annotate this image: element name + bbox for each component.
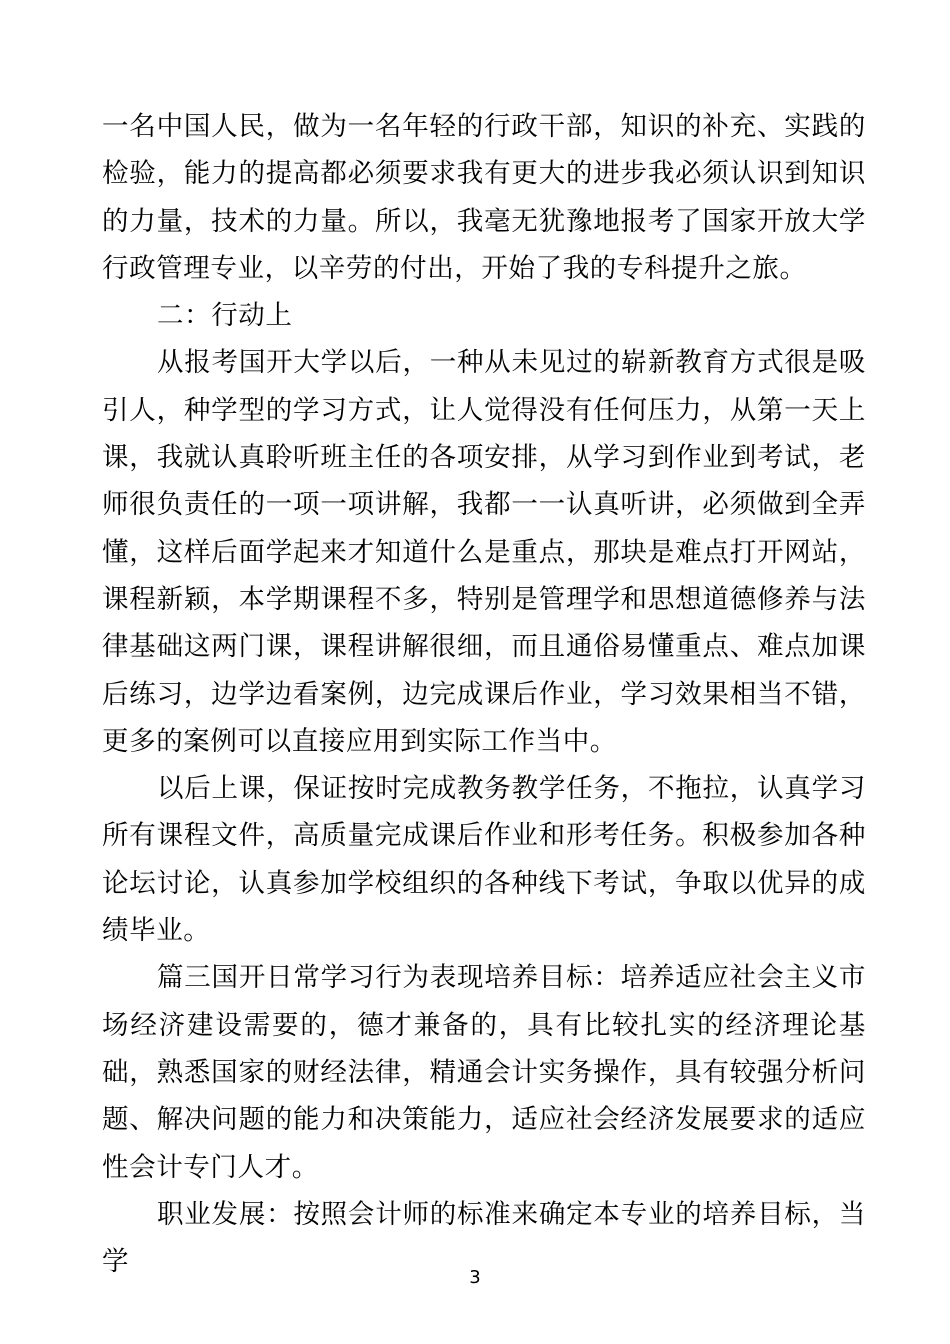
section-heading-action: 二：行动上: [157, 300, 293, 332]
paragraph-4: 篇三国开日常学习行为表现培养目标：培养适应社会主义市场经济建设需要的，德才兼备的，具有比较扎实的经济理论基础，熟悉国家的财经法律，精通会计实务操作，具有较强分析问题、解决问题的能力和决策能力，适应社会经济发展要求的适应性会计专门人才。: [102, 962, 866, 1183]
paragraph-5: 职业发展：按照会计师的标准来确定本专业的培养目标，当学: [102, 1198, 866, 1278]
document-body: [102, 103, 866, 1285]
paragraph-3: 以后上课，保证按时完成教务教学任务，不拖拉，认真学习所有课程文件，高质量完成课后作业和形考任务。积极参加各种论坛讨论，认真参加学校组织的各种线下考试，争取以优异的成绩毕业。: [102, 773, 866, 947]
paragraph-2: 从报考国开大学以后，一种从未见过的崭新教育方式很是吸引人，种学型的学习方式，让人觉得没有任何压力，从第一天上课，我就认真聆听班主任的各项安排，从学习到作业到考试，老师很负责任的一项一项讲解，我都一一认真听讲，必须做到全弄懂，这样后面学起来才知道什么是重点，那块是难点打开网站，课程新颖，本学期课程不多，特别是管理学和思想道德修养与法律基础这两门课，课程讲解很细，而且通俗易懂重点、难点加课后练习，边学边看案例，边完成课后作业，学习效果相当不错，更多的案例可以直接应用到实际工作当中。: [102, 347, 866, 757]
page-number: 3: [469, 1267, 481, 1288]
paragraph-1: 一名中国人民，做为一名年轻的行政干部，知识的补充、实践的检验，能力的提高都必须要求我有更大的进步我必须认识到知识的力量，技术的力量。所以，我毫无犹豫地报考了国家开放大学行政管理专业，以辛劳的付出，开始了我的专科提升之旅。: [102, 111, 866, 284]
